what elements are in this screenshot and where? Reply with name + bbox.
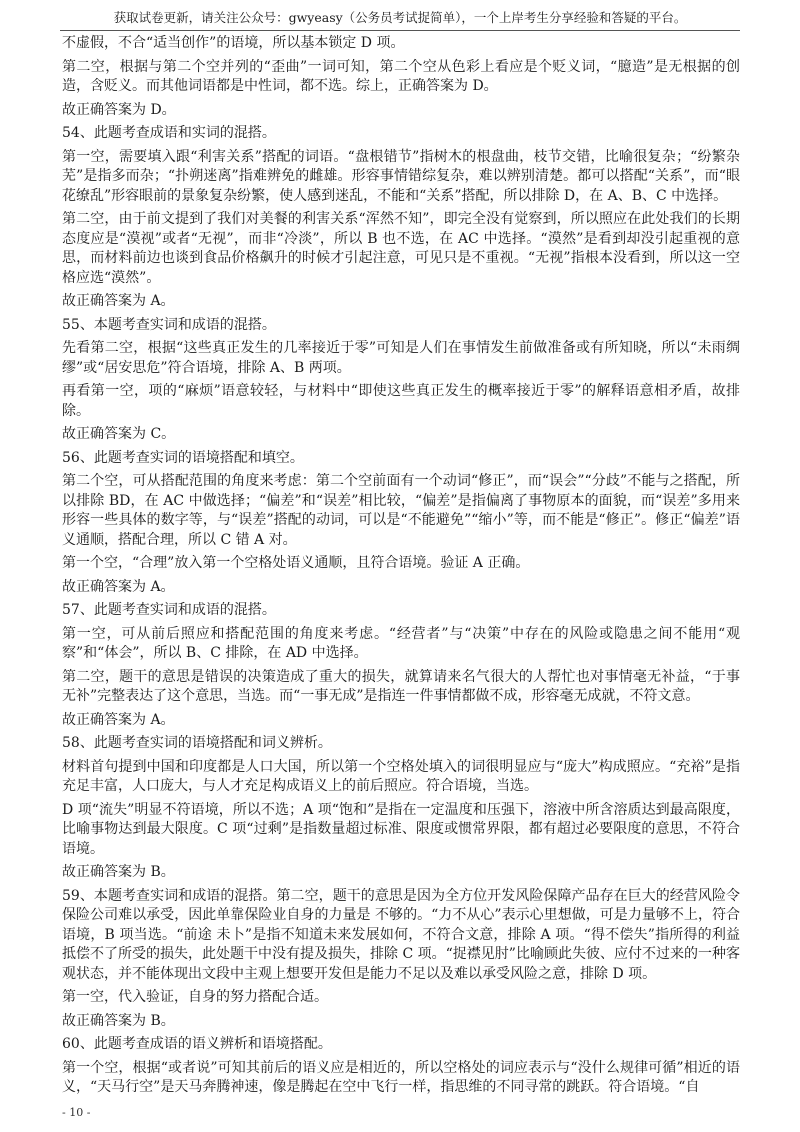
answer-line: 故正确答案为 A。	[62, 578, 175, 595]
page-number: - 10 -	[62, 1106, 91, 1119]
question-heading: 58、此题考查实词的语境搭配和词义辨析。	[62, 735, 332, 751]
question-heading: 60、此题考查成语的语义辨析和语境搭配。	[62, 1036, 332, 1052]
answer-line: 故正确答案为 C。	[62, 426, 176, 442]
paragraph: 第二空，题干的意思是错误的决策造成了重大的损失，就算请来名气很大的人帮忙也对事情毫无补益，“于事无补”完整表达了这个意思，当选。而“一事无成”是指连一件事情都做不成，形容毫无成就，不符文意。	[62, 668, 740, 704]
answer-line: 故正确答案为 A。	[62, 293, 175, 309]
answer-line: 故正确答案为 B。	[62, 1012, 175, 1029]
paragraph: 第一空，代入验证，自身的努力搭配合适。	[62, 989, 328, 1005]
paragraph: 第一个空，根据“或者说”可知其前后的语义应是相近的，所以空格处的词应表示与“没什么规律可循”相近的语义，“天马行空”是天马奔腾神速，像是腾起在空中飞行一样，指思维的不同寻常的跳跃。符合语境。“自	[62, 1059, 740, 1095]
paragraph: 不虚假，不合“适当创作”的语境，所以基本锁定 D 项。	[62, 35, 405, 51]
paragraph: 再看第一空，项的“麻烦”语意较轻，与材料中“即使这些真正发生的概率接近于零”的解释语意相矛盾，故排除。	[62, 383, 740, 419]
paragraph: 材料首句提到中国和印度都是人口大国，所以第一个空格处填入的词很明显应与“庞大”构成照应。“充裕”是指充足丰富，人口庞大，与人才充足构成语义上的前后照应。符合语境，当选。	[62, 758, 740, 794]
answer-line: 故正确答案为 A。	[62, 711, 175, 728]
page-header: 获取试卷更新，请关注公众号：gwyeasy（公务员考试捉简单），一个上岸考生分享经验和答疑的平台。	[60, 8, 740, 31]
paragraph: 第二空，根据与第二个空并列的“歪曲”一词可知，第二个空从色彩上看应是个贬义词，“臆造”是无根据的创造，含贬义。而其他词语都是中性词，都不选。综上，正确答案为 D。	[62, 58, 740, 94]
paragraph: 先看第二空，根据“这些真正发生的几率接近于零”可知是人们在事情发生前做准备或有所知晓，所以“未雨绸缪”或“居安思危”符合语境，排除 A、B 两项。	[62, 340, 740, 376]
paragraph: 第一空，可从前后照应和搭配范围的角度来考虑。“经营者”与“决策”中存在的风险或隐患之间不能用“观察”和“体会”，所以 B、C 排除，在 AD 中选择。	[62, 625, 740, 661]
question-heading: 57、此题考查实词和成语的混搭。	[62, 602, 276, 618]
answer-line: 故正确答案为 D。	[62, 101, 176, 118]
paragraph: 第一个空，“合理”放入第一个空格处语义通顺，且符合语境。验证 A 正确。	[62, 555, 530, 571]
paragraph: 59、本题考查实词和成语的混搭。第二空，题干的意思是因为全方位开发风险保障产品存在巨大的经营风险令保险公司难以承受，因此单靠保险业自身的力量是 不够的。“力不从心”表示心里想做，可是力量够不上，符合语境，B 项当选。“前途 未卜”是指不知道未来发展如何，不符合文意，排除 A 项。“得不偿失”指所得的利益抵偿不了所受的损失，此处题干中没有提及损失，排除 C 项。“捉襟见肘”比喻顾此失彼、应付不过来的一种客观状态，并不能体现出文段中主观上想要开发但是能力不足以及难以承受风险之意，排除 D 项。	[62, 887, 740, 982]
answer-line: 故正确答案为 B。	[62, 864, 175, 880]
question-heading: 56、此题考查实词的语境搭配和填空。	[62, 449, 304, 466]
paragraph: D 项“流失”明显不符语境，所以不选；A 项“饱和”是指在一定温度和压强下，溶液中所含溶质达到最高限度，比喻事物达到最大限度。C 项“过剩”是指数量超过标准、限度或惯常界限，都有超过必要限度的意思，不符合语境。	[62, 801, 740, 857]
paragraph: 第一空，需要填入跟“利害关系”搭配的词语。“盘根错节”指树木的根盘曲，枝节交错，比喻很复杂；“纷繁杂芜”是指多而杂；“扑朔迷离”指难辨免的雌雄。形容事情错综复杂，难以辨别清楚。都可以搭配“关系”，而“眼花缭乱”形容眼前的景象复杂纷繁，使人感到迷乱，不能和“关系”搭配，所以排除 D，在 A、B、C 中选择。	[62, 148, 740, 204]
question-heading: 54、此题考查成语和实词的混搭。	[62, 125, 276, 141]
question-heading: 55、本题考查实词和成语的混搭。	[62, 316, 276, 333]
paragraph: 第二个空，可从搭配范围的角度来考虑：第二个空前面有一个动词“修正”，而“误会”“分歧”不能与之搭配，所以排除 BD，在 AC 中做选择；“偏差”和“误差”相比较，“偏差”是指偏离了事物原本的面貌，而“误差”多用来形容一些具体的数字等，与“误差”搭配的动词，可以是“不能避免”“缩小”等，而不能是“修正”。修正“偏差”语义通顺，搭配合理，所以 C 错 A 对。	[62, 473, 740, 548]
page-content	[62, 34, 740, 1096]
paragraph: 第二空，由于前文提到了我们对美餐的利害关系“浑然不知”，即完全没有觉察到，所以照应在此处我们的长期态度应是“漠视”或者“无视”，而非“冷淡”，所以 B 也不选，在 AC 中选择。“漠然”是看到却没引起重视的意思，而材料前边也谈到食品价格飙升的时候才引起注意，可见只是不重视。“无视”指根本没看到，所以这一空格应选“漠然”。	[62, 211, 740, 286]
